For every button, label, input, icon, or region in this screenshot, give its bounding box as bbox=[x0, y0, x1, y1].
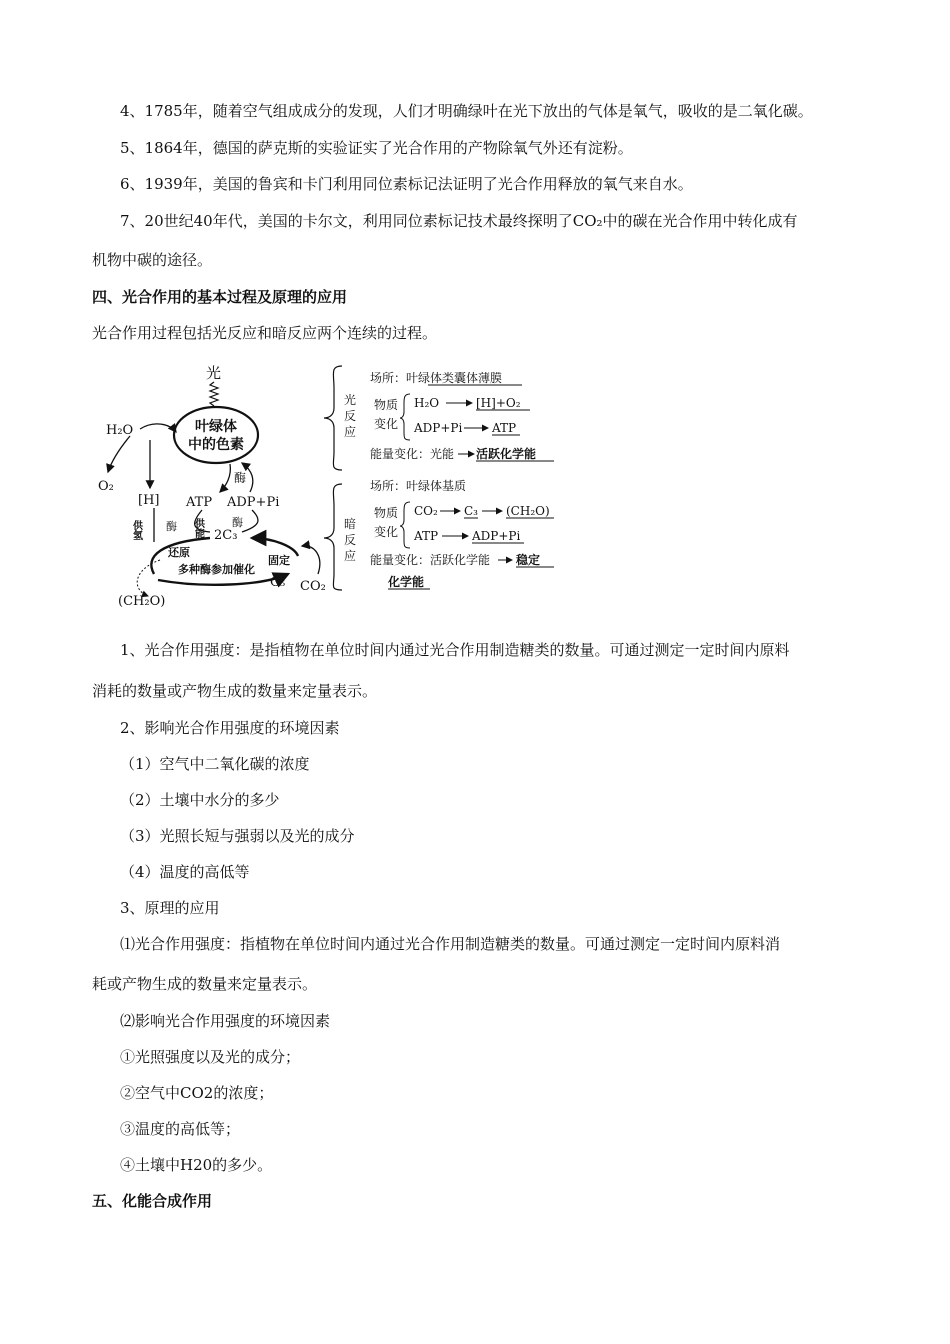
light-material-label-1: 物质 bbox=[374, 398, 399, 412]
light-label: 光 bbox=[206, 364, 222, 382]
history-item-5: 5、1864年，德国的萨克斯的实验证实了光合作用的产物除氧气外还有淀粉。 bbox=[120, 139, 633, 157]
dark-m1-c: (CH₂O) bbox=[506, 504, 550, 518]
light-material-label-2: 变化 bbox=[374, 417, 399, 431]
dark-site: 场所：叶绿体基质 bbox=[370, 479, 467, 493]
atp-label: ATP bbox=[186, 495, 213, 510]
light-m2-left: ADP+Pi bbox=[414, 421, 463, 435]
dark-reaction-title-2: 反 bbox=[344, 533, 357, 547]
body-p3: 3、原理的应用 bbox=[120, 899, 220, 917]
light-reaction-title-2: 反 bbox=[344, 409, 357, 423]
light-reaction-title-3: 应 bbox=[344, 425, 357, 439]
application-2: ⑵影响光合作用强度的环境因素 bbox=[120, 1012, 331, 1030]
two-c3-label: 2C₃ bbox=[214, 528, 238, 543]
factor-4: （4）温度的高低等 bbox=[120, 863, 250, 881]
application-1-cont: 耗或产物生成的数量来定量表示。 bbox=[92, 975, 318, 993]
light-energy-label: 能量变化：光能 bbox=[370, 447, 455, 461]
condition-3: ③温度的高低等； bbox=[120, 1120, 241, 1138]
enzyme-label-1: 酶 bbox=[234, 471, 247, 485]
dark-m1-a: CO₂ bbox=[414, 504, 438, 518]
photosynthesis-diagram bbox=[92, 360, 572, 612]
enzyme-label-2: 酶 bbox=[232, 516, 243, 529]
section-4-heading: 四、光合作用的基本过程及原理的应用 bbox=[92, 288, 348, 306]
pigment-ellipse bbox=[174, 407, 258, 463]
h-label: [H] bbox=[138, 493, 160, 508]
body-p2: 2、影响光合作用强度的环境因素 bbox=[120, 719, 340, 737]
light-energy-result: 活跃化学能 bbox=[476, 447, 537, 461]
adp-pi-label: ADP+Pi bbox=[227, 495, 280, 510]
pigment-label-1: 叶绿体 bbox=[195, 419, 237, 435]
body-p1: 1、光合作用强度：是指植物在单位时间内通过光合作用制造糖类的数量。可通过测定一定时间内原料 bbox=[120, 641, 790, 659]
condition-2: ②空气中CO2的浓度； bbox=[120, 1084, 274, 1102]
condition-4: ④土壤中H20的多少。 bbox=[120, 1156, 273, 1174]
body-p1-cont: 消耗的数量或产物生成的数量来定量表示。 bbox=[92, 682, 378, 700]
dark-material-label-1: 物质 bbox=[374, 506, 399, 520]
factor-1: （1）空气中二氧化碳的浓度 bbox=[120, 755, 310, 773]
co2-label: CO₂ bbox=[300, 579, 326, 594]
factor-3: （3）光照长短与强弱以及光的成分 bbox=[120, 827, 355, 845]
dark-energy-result-2: 化学能 bbox=[388, 575, 425, 589]
light-site: 场所：叶绿体类囊体薄膜 bbox=[370, 371, 503, 385]
dark-m2-left: ATP bbox=[414, 529, 439, 543]
c5-label: C₅ bbox=[270, 575, 286, 590]
multi-enzyme-label: 多种酶参加催化 bbox=[178, 563, 255, 576]
supply-energy-label: 供能 bbox=[192, 518, 204, 538]
light-wave-icon bbox=[210, 382, 218, 406]
h2o-label: H₂O bbox=[106, 423, 134, 438]
o2-label: O₂ bbox=[98, 479, 114, 494]
supply-hydrogen-label: 供氢 bbox=[130, 520, 142, 540]
dark-m1-b: C₃ bbox=[464, 504, 478, 518]
reduce-label: 还原 bbox=[168, 546, 190, 559]
factor-2: （2）土壤中水分的多少 bbox=[120, 791, 280, 809]
pigment-label-2: 中的色素 bbox=[188, 437, 244, 453]
history-item-4: 4、1785年，随着空气组成成分的发现，人们才明确绿叶在光下放出的气体是氧气，吸收的是二氧化碳。 bbox=[120, 102, 813, 120]
dark-energy-result-1: 稳定 bbox=[516, 553, 541, 567]
fix-label: 固定 bbox=[268, 554, 290, 567]
condition-1: ①光照强度以及光的成分； bbox=[120, 1048, 301, 1066]
enzyme-label-3: 酶 bbox=[166, 520, 177, 533]
dark-reaction-title-3: 应 bbox=[344, 549, 357, 563]
light-m1-left: H₂O bbox=[414, 396, 440, 410]
light-reaction-title-1: 光 bbox=[344, 393, 357, 407]
dark-energy-label: 能量变化：活跃化学能 bbox=[370, 553, 491, 567]
dark-material-label-2: 变化 bbox=[374, 525, 399, 539]
history-item-7: 7、20世纪40年代，美国的卡尔文，利用同位素标记技术最终探明了CO₂中的碳在光合作用中转化成有 bbox=[120, 212, 798, 230]
section-4-intro: 光合作用过程包括光反应和暗反应两个连续的过程。 bbox=[92, 324, 438, 342]
application-1: ⑴光合作用强度：指植物在单位时间内通过光合作用制造糖类的数量。可通过测定一定时间内原料消 bbox=[120, 935, 781, 953]
section-5-heading: 五、化能合成作用 bbox=[92, 1192, 213, 1210]
light-m1-right: [H]+O₂ bbox=[476, 396, 521, 410]
dark-m2-right: ADP+Pi bbox=[472, 529, 521, 543]
dark-reaction-title-1: 暗 bbox=[344, 517, 357, 531]
history-item-7-cont: 机物中碳的途径。 bbox=[92, 251, 213, 269]
light-m2-right: ATP bbox=[492, 421, 517, 435]
history-item-6: 6、1939年，美国的鲁宾和卡门利用同位素标记法证明了光合作用释放的氧气来自水。 bbox=[120, 175, 693, 193]
ch2o-label: (CH₂O) bbox=[118, 594, 166, 609]
